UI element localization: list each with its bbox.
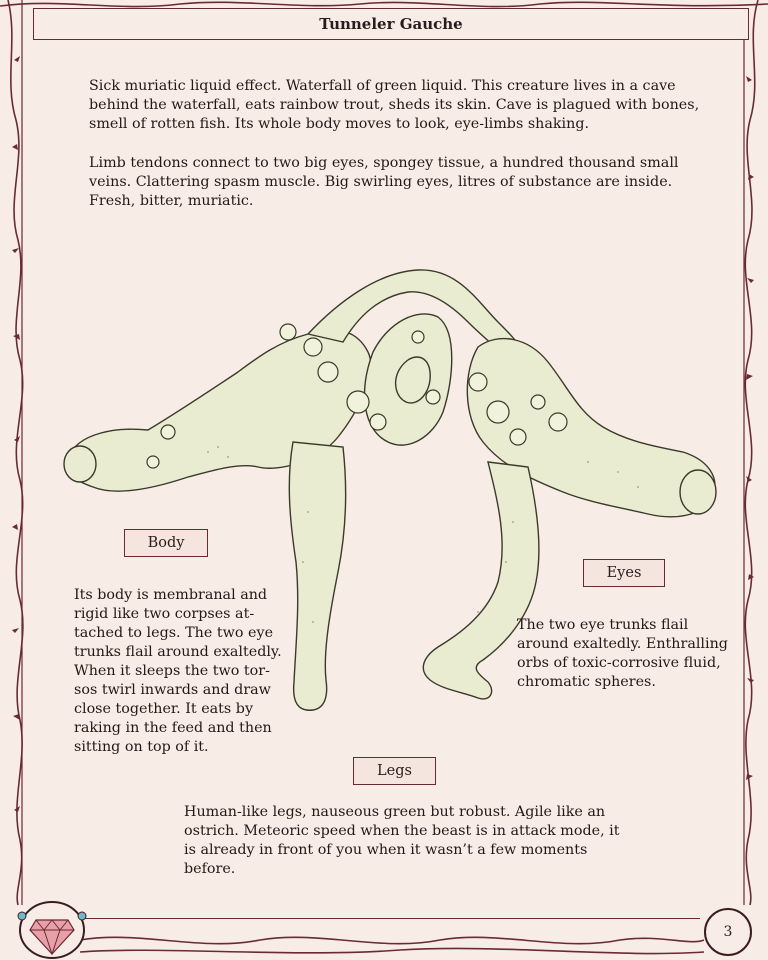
eyes-description: The two eye trunks flail around exaltedly. Enthralling orbs of toxic-corrosive fluid, chromatic spheres. [517, 617, 728, 690]
footer-rule [80, 918, 700, 919]
page-number: 3 [704, 908, 752, 956]
legs-description: Human-like legs, nauseous green but robust. Agile like an ostrich. Meteoric speed when the beast is in attack mode, it is already in front of you when it wasn’t a few moments before. [184, 804, 620, 877]
page-title: Tunneler Gauche [33, 8, 749, 40]
legs-label: Legs [353, 757, 436, 785]
body-description: Its body is membranal and rigid like two corpses at-tached to legs. The two eye trunks flail around exaltedly. When it sleeps the two tor-sos twirl inwards and draw close together. It eats by raking in the feed and then sitting on top of it. [74, 587, 282, 755]
intro-paragraph-2: Limb tendons connect to two big eyes, spongey tissue, a hundred thousand small veins. Clattering spasm muscle. Big swirling eyes, litres of substance are inside. Fresh, bitter, muriatic. [89, 155, 679, 209]
pink-gem-icon [12, 890, 92, 960]
body-label: Body [124, 529, 208, 557]
intro-paragraph-1: Sick muriatic liquid effect. Waterfall of green liquid. This creature lives in a cave behind the waterfall, eats rainbow trout, sheds its skin. Cave is plagued with bones, smell of rotten fish. Its whole body moves to look, eye-limbs shaking. [89, 78, 700, 132]
eyes-label: Eyes [583, 559, 665, 587]
